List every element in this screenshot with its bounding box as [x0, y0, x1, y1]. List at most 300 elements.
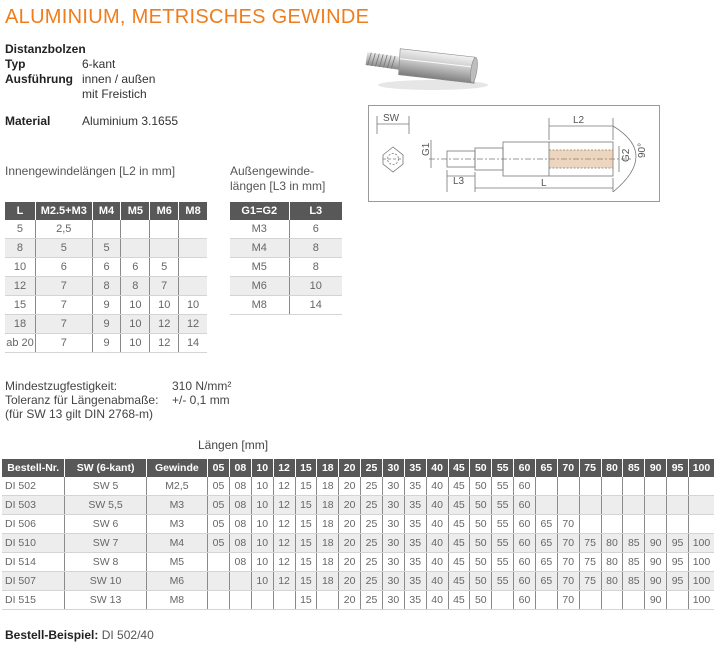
table-row	[5, 239, 207, 258]
order-header-row	[2, 459, 714, 477]
table-cell: 05	[208, 515, 230, 534]
table-cell: 85	[623, 534, 645, 553]
table-cell: 20	[339, 515, 361, 534]
table-cell: 10	[251, 534, 273, 553]
table-cell: SW 6	[65, 515, 146, 534]
table-cell: 65	[535, 572, 557, 591]
table-row	[5, 296, 207, 315]
table-cell	[92, 220, 121, 239]
table-cell: 60	[514, 515, 536, 534]
table-cell	[601, 496, 623, 515]
table-cell: 30	[382, 477, 404, 496]
table-cell	[535, 477, 557, 496]
column-header: 65	[535, 459, 557, 477]
table-row	[5, 315, 207, 334]
outer-body	[230, 220, 342, 315]
table-cell: 25	[361, 496, 383, 515]
table-row	[230, 258, 342, 277]
table-cell: 40	[426, 496, 448, 515]
table-cell	[623, 477, 645, 496]
table-cell: 65	[535, 553, 557, 572]
table-cell: 35	[404, 477, 426, 496]
table-cell: 18	[317, 553, 339, 572]
inner-table-caption: Innengewindelängen [L2 in mm]	[5, 164, 176, 178]
technical-drawing	[368, 105, 660, 202]
table-cell	[623, 515, 645, 534]
table-cell: 08	[229, 553, 251, 572]
table-cell: 15	[295, 591, 317, 610]
table-cell: M3	[146, 496, 207, 515]
table-cell: 30	[382, 553, 404, 572]
column-header: 18	[317, 459, 339, 477]
table-cell: 45	[448, 477, 470, 496]
table-cell: M6	[230, 277, 289, 296]
table-cell: SW 8	[65, 553, 146, 572]
table-cell: DI 507	[2, 572, 65, 591]
table-cell: 12	[150, 334, 179, 353]
column-header: 95	[667, 459, 689, 477]
table-cell: 60	[514, 572, 536, 591]
table-cell: 55	[492, 553, 514, 572]
table-cell: 35	[404, 572, 426, 591]
column-header: Bestell-Nr.	[2, 459, 65, 477]
order-table	[2, 459, 714, 610]
outer-table-caption-2: längen [L3 in mm]	[230, 179, 326, 193]
table-cell: 35	[404, 534, 426, 553]
table-cell: 90	[645, 591, 667, 610]
order-body	[2, 477, 714, 610]
table-cell: 100	[688, 572, 714, 591]
ausfuehrung-label: Ausführung	[5, 72, 73, 86]
table-cell	[179, 277, 207, 296]
sw13-note: (für SW 13 gilt DIN 2768-m)	[5, 407, 154, 421]
column-header: 08	[229, 459, 251, 477]
table-cell: 18	[5, 315, 35, 334]
table-cell	[667, 515, 689, 534]
table-cell: 95	[667, 572, 689, 591]
order-example-value: DI 502/40	[101, 628, 154, 642]
column-header: 12	[273, 459, 295, 477]
table-row	[5, 220, 207, 239]
table-cell: 25	[361, 572, 383, 591]
ausfuehrung-value-2: mit Freistich	[82, 87, 147, 101]
table-cell: DI 514	[2, 553, 65, 572]
zugfestigkeit-value: 310 N/mm²	[172, 379, 232, 393]
table-cell: 60	[514, 477, 536, 496]
table-cell: 100	[688, 534, 714, 553]
table-cell: 10	[251, 496, 273, 515]
table-cell: 05	[208, 534, 230, 553]
table-cell: 9	[92, 296, 121, 315]
table-cell: 45	[448, 572, 470, 591]
table-row	[5, 277, 207, 296]
table-cell: 95	[667, 534, 689, 553]
table-cell: 10	[150, 296, 179, 315]
table-cell: 40	[426, 591, 448, 610]
table-cell: 40	[426, 553, 448, 572]
table-cell: 75	[579, 553, 601, 572]
table-row	[230, 296, 342, 315]
product-photo	[358, 40, 488, 92]
table-cell: 08	[229, 534, 251, 553]
table-cell: 65	[535, 515, 557, 534]
dim-g1: G1	[421, 142, 432, 156]
table-cell	[667, 496, 689, 515]
table-cell: 40	[426, 572, 448, 591]
table-cell: 8	[5, 239, 35, 258]
table-cell	[179, 220, 207, 239]
table-cell: M4	[230, 239, 289, 258]
table-cell: 45	[448, 591, 470, 610]
table-cell: 15	[295, 572, 317, 591]
table-cell: M3	[230, 220, 289, 239]
table-cell	[229, 591, 251, 610]
table-cell	[579, 515, 601, 534]
table-cell: 8	[289, 258, 342, 277]
table-cell	[688, 515, 714, 534]
table-cell	[601, 515, 623, 534]
column-header: 20	[339, 459, 361, 477]
table-cell: 25	[361, 515, 383, 534]
table-cell	[121, 239, 150, 258]
table-cell: 90	[645, 553, 667, 572]
table-cell: 40	[426, 515, 448, 534]
table-cell: 90	[645, 572, 667, 591]
table-row	[2, 553, 714, 572]
table-cell: 35	[404, 496, 426, 515]
table-cell: 55	[492, 515, 514, 534]
table-cell: 30	[382, 496, 404, 515]
table-cell: 10	[289, 277, 342, 296]
column-header: 60	[514, 459, 536, 477]
column-header: 25	[361, 459, 383, 477]
table-cell: 45	[448, 534, 470, 553]
table-cell: 55	[492, 496, 514, 515]
inner-header-row	[5, 202, 207, 220]
column-header: M2.5+M3	[35, 202, 92, 220]
table-row	[230, 277, 342, 296]
table-cell	[645, 496, 667, 515]
column-header: 05	[208, 459, 230, 477]
table-cell: 15	[295, 515, 317, 534]
table-cell: SW 5,5	[65, 496, 146, 515]
table-cell: 50	[470, 534, 492, 553]
table-cell: 70	[557, 591, 579, 610]
table-cell: 100	[688, 553, 714, 572]
table-cell	[688, 496, 714, 515]
table-cell: 20	[339, 553, 361, 572]
table-cell: 10	[251, 477, 273, 496]
table-cell: 20	[339, 496, 361, 515]
table-cell: M8	[146, 591, 207, 610]
table-cell	[601, 477, 623, 496]
typ-value: 6-kant	[82, 57, 116, 71]
table-row	[5, 258, 207, 277]
table-cell	[150, 239, 179, 258]
column-header: 100	[688, 459, 714, 477]
table-cell	[121, 220, 150, 239]
table-row	[2, 477, 714, 496]
table-cell: 45	[448, 496, 470, 515]
table-cell: 12	[273, 572, 295, 591]
table-cell	[251, 591, 273, 610]
table-cell: 15	[295, 534, 317, 553]
table-cell: 80	[601, 534, 623, 553]
table-cell: 25	[361, 553, 383, 572]
table-cell: M5	[146, 553, 207, 572]
toleranz-label: Toleranz für Längenabmaße:	[5, 393, 159, 407]
column-header: 70	[557, 459, 579, 477]
table-row	[230, 239, 342, 258]
table-cell: 50	[470, 477, 492, 496]
table-cell: 12	[273, 515, 295, 534]
dim-l2: L2	[573, 115, 585, 126]
table-cell: 7	[35, 315, 92, 334]
table-cell: 65	[535, 534, 557, 553]
material-label: Material	[5, 114, 51, 128]
table-cell: 70	[557, 572, 579, 591]
table-cell: 9	[92, 334, 121, 353]
table-cell: M3	[146, 515, 207, 534]
table-cell: 8	[121, 277, 150, 296]
table-cell	[208, 553, 230, 572]
typ-label: Typ	[5, 57, 26, 71]
table-cell: 90	[645, 534, 667, 553]
table-cell: 50	[470, 553, 492, 572]
table-cell	[579, 496, 601, 515]
table-cell: 75	[579, 572, 601, 591]
table-cell: 15	[295, 553, 317, 572]
table-cell: 5	[35, 239, 92, 258]
table-cell: 5	[5, 220, 35, 239]
table-cell: 9	[92, 315, 121, 334]
table-cell: 08	[229, 515, 251, 534]
table-cell: 30	[382, 572, 404, 591]
table-cell: 55	[492, 572, 514, 591]
table-cell: M8	[230, 296, 289, 315]
table-cell	[667, 591, 689, 610]
table-cell	[179, 258, 207, 277]
table-cell: M2,5	[146, 477, 207, 496]
toleranz-value: +/- 0,1 mm	[172, 393, 230, 407]
column-header: 45	[448, 459, 470, 477]
table-cell: 85	[623, 572, 645, 591]
table-cell: 80	[601, 553, 623, 572]
table-cell: M4	[146, 534, 207, 553]
table-cell: 20	[339, 534, 361, 553]
table-cell: 14	[179, 334, 207, 353]
table-cell	[179, 239, 207, 258]
table-cell: 7	[150, 277, 179, 296]
table-cell: 60	[514, 534, 536, 553]
table-cell: 14	[289, 296, 342, 315]
table-cell: 12	[273, 534, 295, 553]
table-cell	[229, 572, 251, 591]
table-cell: 95	[667, 553, 689, 572]
material-value: Aluminium 3.1655	[82, 114, 179, 128]
table-cell: SW 10	[65, 572, 146, 591]
table-cell: DI 502	[2, 477, 65, 496]
table-cell: 40	[426, 534, 448, 553]
table-cell: 7	[35, 277, 92, 296]
table-cell: 85	[623, 553, 645, 572]
table-cell: 25	[361, 534, 383, 553]
column-header: 15	[295, 459, 317, 477]
table-cell: 55	[492, 477, 514, 496]
column-header: M4	[92, 202, 121, 220]
column-header: 30	[382, 459, 404, 477]
table-cell	[579, 591, 601, 610]
table-cell: 18	[317, 534, 339, 553]
table-cell: 20	[339, 477, 361, 496]
table-cell: 30	[382, 515, 404, 534]
table-cell: 50	[470, 515, 492, 534]
column-header: Gewinde	[146, 459, 207, 477]
table-cell: 18	[317, 515, 339, 534]
table-cell: 6	[35, 258, 92, 277]
column-header: M5	[121, 202, 150, 220]
table-cell: 15	[295, 496, 317, 515]
table-row	[2, 534, 714, 553]
table-row	[2, 591, 714, 610]
table-cell	[150, 220, 179, 239]
table-cell: 80	[601, 572, 623, 591]
table-cell: 50	[470, 496, 492, 515]
table-row	[230, 220, 342, 239]
table-cell: 45	[448, 515, 470, 534]
table-cell: 10	[251, 553, 273, 572]
table-cell: 30	[382, 591, 404, 610]
table-cell	[535, 496, 557, 515]
table-cell: DI 510	[2, 534, 65, 553]
ausfuehrung-value: innen / außen	[82, 72, 156, 86]
zugfestigkeit-label: Mindestzugfestigkeit:	[5, 379, 118, 393]
table-cell: 10	[121, 315, 150, 334]
table-cell: 45	[448, 553, 470, 572]
table-cell: DI 506	[2, 515, 65, 534]
table-cell	[208, 572, 230, 591]
column-header: L	[5, 202, 35, 220]
table-cell: DI 515	[2, 591, 65, 610]
table-cell: 08	[229, 496, 251, 515]
table-cell: 100	[688, 591, 714, 610]
table-cell	[623, 591, 645, 610]
inner-thread-table	[5, 202, 207, 353]
column-header: 40	[426, 459, 448, 477]
table-cell: 8	[92, 277, 121, 296]
column-header: 90	[645, 459, 667, 477]
outer-table-caption-1: Außengewinde-	[230, 164, 315, 178]
dim-l3: L3	[453, 176, 465, 187]
table-cell: 35	[404, 553, 426, 572]
spec-block	[5, 42, 156, 102]
table-cell: 6	[92, 258, 121, 277]
table-cell: 20	[339, 591, 361, 610]
column-header: G1=G2	[230, 202, 289, 220]
dim-l: L	[541, 178, 547, 189]
table-cell: 7	[35, 296, 92, 315]
column-header: M8	[179, 202, 207, 220]
table-cell: 60	[514, 553, 536, 572]
table-cell: 50	[470, 591, 492, 610]
table-cell: 08	[229, 477, 251, 496]
page-title: ALUMINIUM, METRISCHES GEWINDE	[5, 6, 370, 28]
table-cell: 10	[121, 296, 150, 315]
table-cell	[535, 591, 557, 610]
table-cell: 70	[557, 534, 579, 553]
order-example-label: Bestell-Beispiel:	[5, 628, 99, 642]
table-cell: 5	[92, 239, 121, 258]
column-header: M6	[150, 202, 179, 220]
table-cell: 10	[121, 334, 150, 353]
table-cell	[667, 477, 689, 496]
table-cell: SW 13	[65, 591, 146, 610]
dim-angle: 90°	[637, 142, 648, 158]
table-row	[5, 334, 207, 353]
table-cell: 8	[289, 239, 342, 258]
column-header: L3	[289, 202, 342, 220]
material-row	[5, 114, 179, 129]
table-cell	[317, 591, 339, 610]
table-cell: 7	[35, 334, 92, 353]
table-cell: 25	[361, 591, 383, 610]
table-cell: 70	[557, 515, 579, 534]
table-cell: 25	[361, 477, 383, 496]
product-name: Distanzbolzen	[5, 42, 86, 56]
table-cell: ab 20	[5, 334, 35, 353]
column-header: 85	[623, 459, 645, 477]
table-cell	[492, 591, 514, 610]
table-cell	[601, 591, 623, 610]
table-cell: 12	[5, 277, 35, 296]
table-cell: 12	[150, 315, 179, 334]
table-cell: 12	[273, 553, 295, 572]
column-header: 75	[579, 459, 601, 477]
table-cell: 75	[579, 534, 601, 553]
table-cell: 50	[470, 572, 492, 591]
table-cell: 05	[208, 477, 230, 496]
table-cell: 55	[492, 534, 514, 553]
table-cell	[645, 477, 667, 496]
table-cell: 60	[514, 496, 536, 515]
table-cell: 12	[273, 496, 295, 515]
table-row	[2, 572, 714, 591]
order-example	[5, 628, 154, 642]
table-cell: 40	[426, 477, 448, 496]
table-cell: 10	[251, 515, 273, 534]
table-cell: 15	[5, 296, 35, 315]
table-cell: 60	[514, 591, 536, 610]
outer-thread-table	[230, 202, 342, 315]
column-header: 55	[492, 459, 514, 477]
table-cell: 18	[317, 572, 339, 591]
outer-header-row	[230, 202, 342, 220]
table-cell: M6	[146, 572, 207, 591]
table-cell	[557, 496, 579, 515]
table-cell: 12	[273, 477, 295, 496]
column-header: 10	[251, 459, 273, 477]
order-table-caption: Längen [mm]	[198, 438, 269, 452]
table-cell: 10	[5, 258, 35, 277]
table-cell: 10	[251, 572, 273, 591]
table-cell: 18	[317, 477, 339, 496]
table-cell	[623, 496, 645, 515]
column-header: 80	[601, 459, 623, 477]
table-cell	[688, 477, 714, 496]
table-cell: 18	[317, 496, 339, 515]
table-cell: DI 503	[2, 496, 65, 515]
column-header: SW (6-kant)	[65, 459, 146, 477]
